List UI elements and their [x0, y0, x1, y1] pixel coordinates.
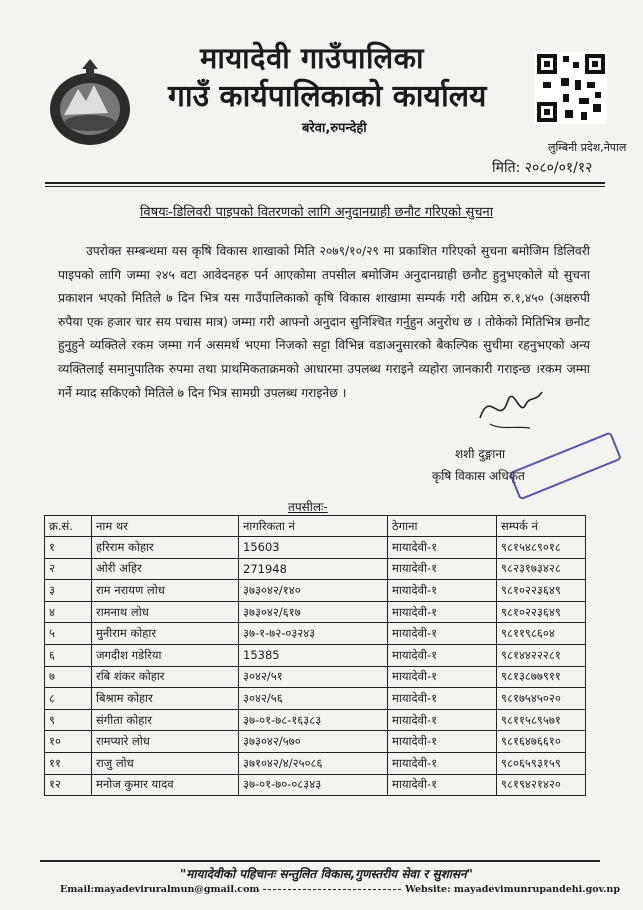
- table-row: [45, 580, 586, 602]
- row-contact-no: ९८१०२२३६४९: [497, 601, 586, 623]
- footer-dash-line: [263, 889, 401, 890]
- row-name: रामनाथ लोध: [92, 601, 239, 623]
- row-citizenship-no: ३७-१-७२-०३२४३: [239, 623, 388, 645]
- table-row: [45, 537, 586, 559]
- row-address: मायादेवी-१: [388, 558, 497, 580]
- row-citizenship-no: ३७-०१-७०-०८३४३: [239, 774, 388, 796]
- table-row: [45, 601, 586, 623]
- footer-contact: [60, 884, 620, 895]
- header-divider-thin: [45, 186, 605, 187]
- notice-body-paragraph: उपरोक्त सम्बन्धमा यस कृषि विकास शाखाको मिति २०७९/१०/२९ मा प्रकाशित गरिएको सुचना बमोजिम डिलिवरी पाइपको लागि जम्मा २४५ वटा आवेदनहरु पर्न आएकोमा तपसील बमोजिम अनुदानग्राही छनौट हुनुभएकोले यो सुचना प्रकाशन भएको मितिले ७ दिन भित्र यस गाउँपालिकाको कृषि विकास शाखामा सम्पर्क गरी अग्रिम रु.१,४५० (अक्षरुपी रुपैया एक हजार चार सय पचास मात्र) जम्मा गरी आफ्नो अनुदान सुनिश्चित गर्नुहुन अनुरोध छ । तोकेको मितिभित्र छनौट हुनुहुने व्यक्तिले रकम जम्मा गर्न असमर्थ भएमा निजको सट्टा विभिन्न वडाअनुसारको बैकल्पिक सुचीमा रहनुभएको अन्य व्यक्तिलाई समानुपातिक रुपमा तथा प्राथमिकताक्रमको आधारमा उपलब्ध गराइने व्यहोरा जानकारी गराइन्छ ।रकम जम्मा गर्ने म्याद सकिएको मितिले ७ दिन भित्र सामग्री उपलब्ध गराइनेछ ।: [58, 244, 590, 400]
- row-serial: ३: [45, 580, 92, 602]
- row-contact-no: ९८१५४८९०१८: [497, 537, 586, 559]
- row-serial: ५: [45, 623, 92, 645]
- row-name: मनोज कुमार यादव: [92, 774, 239, 796]
- row-contact-no: ९८११५८९५७१: [497, 709, 586, 731]
- column-header: क्र.सं.: [45, 516, 92, 537]
- footer-website[interactable]: Website: mayadevimunrupandehi.gov.np: [405, 884, 620, 895]
- signer-title: कृषि विकास अधिकृत: [432, 469, 525, 483]
- office-title-line1: मायादेवी गाउँपालिका: [200, 41, 424, 75]
- table-row: [45, 709, 586, 731]
- nepal-emblem-icon: [42, 55, 138, 151]
- table-row: [45, 731, 586, 753]
- table-header-row: [45, 516, 586, 537]
- row-name: ओरी अहिर: [92, 558, 239, 580]
- office-location: बरेवा,रुपन्देही: [302, 121, 367, 136]
- table-row: [45, 623, 586, 645]
- row-citizenship-no: ३७३०४२/५७०: [239, 731, 388, 753]
- row-address: मायादेवी-१: [388, 709, 497, 731]
- row-citizenship-no: ३०४२/५६: [239, 688, 388, 710]
- qr-code-icon: [535, 52, 607, 124]
- signature-icon: [470, 378, 550, 438]
- header-divider: [45, 182, 605, 184]
- row-name: संगीता कोहार: [92, 709, 239, 731]
- recipient-table: [44, 515, 586, 796]
- row-serial: २: [45, 558, 92, 580]
- signer-name: शशी दुङ्गाना: [455, 447, 506, 461]
- row-serial: ६: [45, 644, 92, 666]
- row-citizenship-no: ३७१०४२/४/२५०८६: [239, 752, 388, 774]
- row-address: मायादेवी-१: [388, 774, 497, 796]
- table-caption: तपसीलः-: [288, 500, 328, 514]
- table-row: [45, 666, 586, 688]
- table-row: [45, 644, 586, 666]
- table-row: [45, 688, 586, 710]
- row-contact-no: ९८२३१७३४२८: [497, 558, 586, 580]
- row-contact-no: ९८१९४२१४२०: [497, 774, 586, 796]
- row-name: रबि शंकर कोहार: [92, 666, 239, 688]
- notice-date: मिति: २०८०/०१/१२: [492, 160, 593, 176]
- row-serial: ४: [45, 601, 92, 623]
- row-address: मायादेवी-१: [388, 580, 497, 602]
- column-header: नाम थर: [92, 516, 239, 537]
- row-contact-no: ९८१७५४५०२०: [497, 688, 586, 710]
- row-serial: १०: [45, 731, 92, 753]
- row-contact-no: ९८११९८६०४: [497, 623, 586, 645]
- row-serial: १२: [45, 774, 92, 796]
- row-serial: १: [45, 537, 92, 559]
- row-name: राम नरायण लोध: [92, 580, 239, 602]
- row-address: मायादेवी-१: [388, 601, 497, 623]
- row-address: मायादेवी-१: [388, 752, 497, 774]
- table-row: [45, 752, 586, 774]
- row-contact-no: ९८०६५९३१५९: [497, 752, 586, 774]
- office-title-line2: गाउँ कार्यपालिकाको कार्यालय: [168, 79, 487, 114]
- row-serial: ९: [45, 709, 92, 731]
- column-header: सम्पर्क नं: [497, 516, 586, 537]
- footer-slogan: "मायादेवीको पहिचानः सन्तुलित विकास,गुणस्तरीय सेवा र सुशासन": [180, 867, 473, 881]
- row-citizenship-no: 15385: [239, 644, 388, 666]
- row-name: रामप्यारे लोध: [92, 731, 239, 753]
- row-citizenship-no: 271948: [239, 558, 388, 580]
- row-citizenship-no: ३०४२/५१: [239, 666, 388, 688]
- row-address: मायादेवी-१: [388, 688, 497, 710]
- notice-subject: विषयः-डिलिवरी पाइपको वितरणको लागि अनुदानग्राही छनौट गरिएको सुचना: [140, 205, 494, 220]
- column-header: नागरिकता नं: [239, 516, 388, 537]
- row-address: मायादेवी-१: [388, 537, 497, 559]
- table-row: [45, 774, 586, 796]
- row-serial: ७: [45, 666, 92, 688]
- column-header: ठेगाना: [388, 516, 497, 537]
- table-row: [45, 558, 586, 580]
- row-citizenship-no: ३७-०१-७८-१६३८३: [239, 709, 388, 731]
- row-name: हरिराम कोहार: [92, 537, 239, 559]
- row-contact-no: ९८१०२२३६४९: [497, 580, 586, 602]
- row-citizenship-no: 15603: [239, 537, 388, 559]
- row-citizenship-no: ३७३०४२/६१७: [239, 601, 388, 623]
- row-name: मुनीराम कोहार: [92, 623, 239, 645]
- row-address: मायादेवी-१: [388, 644, 497, 666]
- row-name: जगदीश गडेरिया: [92, 644, 239, 666]
- row-citizenship-no: ३७३०४२/१४०: [239, 580, 388, 602]
- row-contact-no: ९८१६४७६६१०: [497, 731, 586, 753]
- office-province: लुम्बिनी प्रदेश,नेपाल: [548, 141, 627, 154]
- row-name: बिश्राम कोहार: [92, 688, 239, 710]
- row-address: मायादेवी-१: [388, 623, 497, 645]
- row-contact-no: ९८१३८७७९११: [497, 666, 586, 688]
- row-serial: ११: [45, 752, 92, 774]
- row-serial: ८: [45, 688, 92, 710]
- row-name: राजु लोध: [92, 752, 239, 774]
- row-address: मायादेवी-१: [388, 666, 497, 688]
- footer-email[interactable]: Email:mayadeviruralmun@gmail.com: [60, 884, 260, 895]
- footer-divider: [40, 860, 600, 862]
- row-address: मायादेवी-१: [388, 731, 497, 753]
- row-contact-no: ९८१४४२२२८१: [497, 644, 586, 666]
- stamp-seal-icon: [505, 430, 625, 500]
